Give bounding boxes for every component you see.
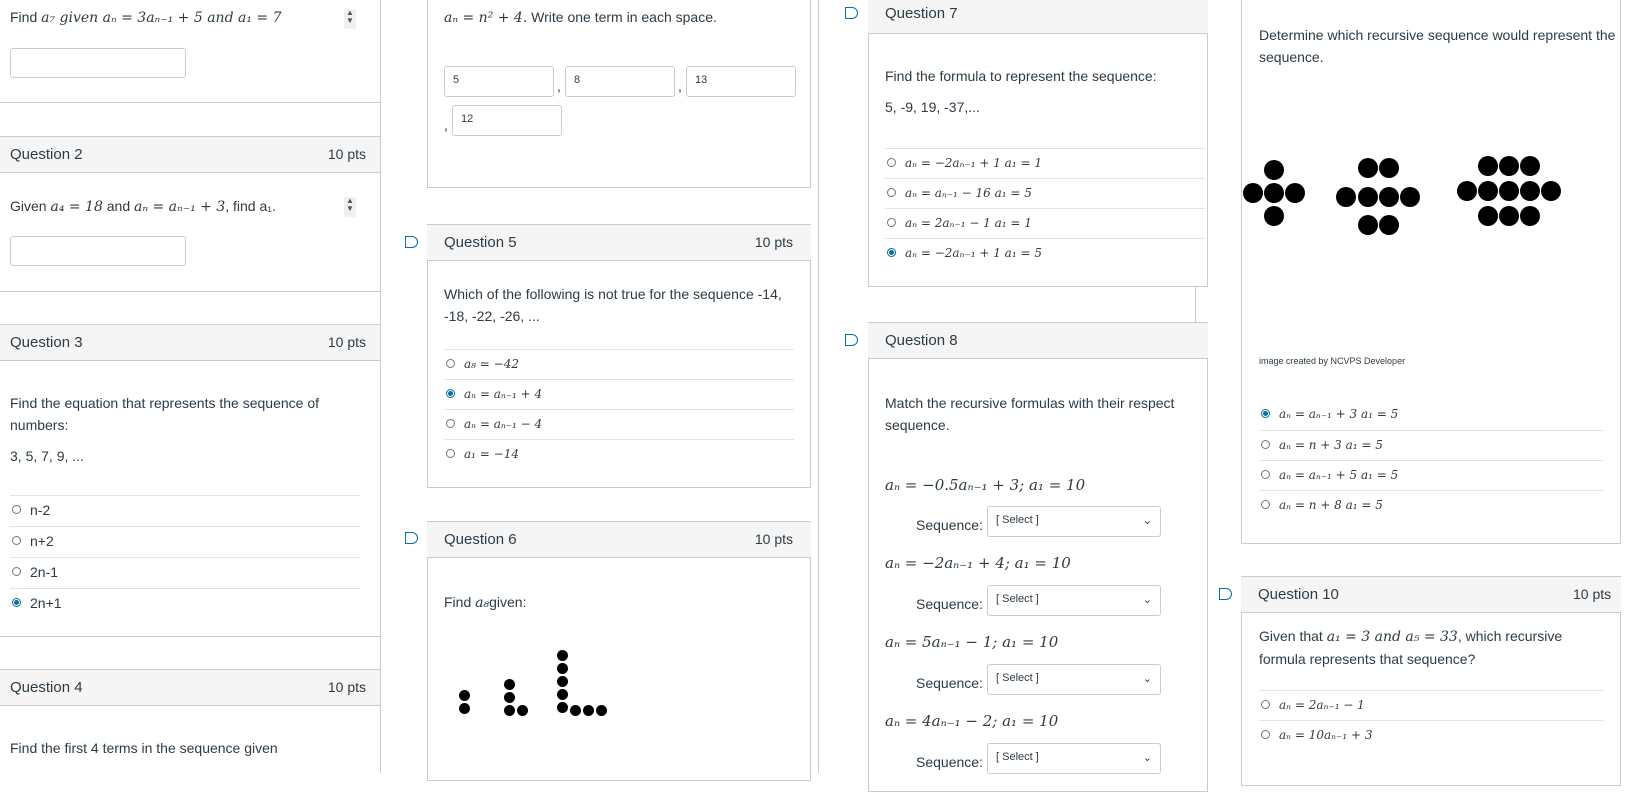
q3-option[interactable]: n+2 <box>10 526 360 556</box>
dot <box>1520 156 1540 176</box>
dot <box>1379 187 1399 207</box>
divider <box>0 291 380 292</box>
q3-title: Question 3 <box>10 334 83 351</box>
dot <box>570 705 581 716</box>
column-3 <box>819 0 1196 773</box>
dot <box>504 705 515 716</box>
q5-title: Question 5 <box>444 234 517 251</box>
radio-button-selected[interactable] <box>887 248 896 257</box>
dot <box>1457 181 1477 201</box>
q3-points: 10 pts <box>327 334 366 350</box>
dot <box>1478 181 1498 201</box>
q8-select-3[interactable]: [ Select ] ⌄ <box>987 664 1161 695</box>
bookmark-flag-icon[interactable] <box>405 236 418 248</box>
dot <box>1358 158 1378 178</box>
dot <box>459 690 470 701</box>
dot <box>1499 156 1519 176</box>
sequence-label: Sequence: <box>916 517 983 533</box>
dot <box>1358 215 1378 235</box>
chevron-down-icon: ⌄ <box>1142 752 1152 764</box>
q7-sequence: 5, -9, 19, -37,... <box>885 99 980 115</box>
q5-option[interactable]: aₙ = aₙ₋₁ − 4 <box>444 409 794 439</box>
stepper-arrows-icon[interactable]: ▲ ▼ <box>344 9 356 29</box>
q4-term-input-1[interactable]: 5 <box>444 66 554 97</box>
bookmark-flag-icon[interactable] <box>845 7 858 19</box>
q8-header <box>868 322 1208 359</box>
q7-option[interactable]: aₙ = −2aₙ₋₁ + 1 a₁ = 5 <box>885 238 1205 268</box>
dot <box>583 705 594 716</box>
dot <box>504 679 515 690</box>
radio-button[interactable] <box>1261 500 1270 509</box>
q4-formula: aₙ = n² + 4. Write one term in each space. <box>444 9 717 26</box>
divider <box>0 102 380 103</box>
separator: , <box>444 117 448 133</box>
q9-prompt: Determine which recursive sequence would represent the sequence. <box>1259 27 1616 65</box>
q1-answer-input[interactable] <box>10 48 186 78</box>
dot <box>1400 187 1420 207</box>
sequence-label: Sequence: <box>916 754 983 770</box>
dot <box>1499 181 1519 201</box>
dot <box>1379 158 1399 178</box>
q3-header <box>0 324 380 361</box>
q5-option[interactable]: a₁ = −14 <box>444 439 794 469</box>
divider <box>0 636 380 637</box>
q8-prompt: Match the recursive formulas with their respect sequence. <box>885 395 1175 433</box>
q7-option[interactable]: aₙ = aₙ₋₁ − 16 a₁ = 5 <box>885 178 1205 208</box>
dot <box>1285 183 1305 203</box>
radio-button-selected[interactable] <box>446 389 455 398</box>
radio-button[interactable] <box>1261 470 1270 479</box>
q3-option[interactable]: n-2 <box>10 495 360 525</box>
q8-select-2[interactable]: [ Select ] ⌄ <box>987 585 1161 616</box>
radio-button[interactable] <box>12 505 21 514</box>
dot <box>557 689 568 700</box>
q7-option[interactable]: aₙ = 2aₙ₋₁ − 1 a₁ = 1 <box>885 208 1205 238</box>
q7-header <box>868 0 1208 34</box>
q5-option[interactable]: aₙ = aₙ₋₁ + 4 <box>444 379 794 409</box>
q6-header <box>427 521 811 558</box>
radio-button[interactable] <box>887 188 896 197</box>
dot <box>1478 156 1498 176</box>
radio-button[interactable] <box>887 158 896 167</box>
dot <box>1520 206 1540 226</box>
q6-prompt: Find a₈given: <box>444 594 527 611</box>
dot <box>1379 215 1399 235</box>
q3-option[interactable]: 2n-1 <box>10 557 360 587</box>
bookmark-flag-icon[interactable] <box>845 334 858 346</box>
q4-term-input-2[interactable]: 8 <box>565 66 675 97</box>
q5-prompt: Which of the following is not true for the sequence -14, -18, -22, -26, ... <box>444 286 782 324</box>
q10-title: Question 10 <box>1258 586 1339 603</box>
dot <box>1336 187 1356 207</box>
q8-select-4[interactable]: [ Select ] ⌄ <box>987 743 1161 774</box>
dot <box>1243 183 1263 203</box>
dot <box>1478 206 1498 226</box>
dot <box>557 702 568 713</box>
stepper-arrows-icon[interactable]: ▲ ▼ <box>344 197 356 217</box>
radio-button[interactable] <box>1261 440 1270 449</box>
q4-points: 10 pts <box>327 679 366 695</box>
dot <box>459 703 470 714</box>
q4-header <box>0 669 380 706</box>
q10-prompt: Given that a₁ = 3 and a₅ = 33, which recursive formula represents that sequence? <box>1259 628 1563 667</box>
q9-option[interactable]: aₙ = aₙ₋₁ + 5 a₁ = 5 <box>1259 460 1604 490</box>
q7-option[interactable]: aₙ = −2aₙ₋₁ + 1 a₁ = 1 <box>885 148 1205 178</box>
q7-prompt: Find the formula to represent the sequence: <box>885 68 1157 84</box>
dot <box>596 705 607 716</box>
q6-box <box>427 521 811 781</box>
q2-answer-input[interactable] <box>10 236 186 266</box>
separator: , <box>678 78 682 94</box>
q7-title: Question 7 <box>885 5 958 22</box>
bookmark-flag-icon[interactable] <box>405 532 418 544</box>
q8-formula-2: aₙ = −2aₙ₋₁ + 4; a₁ = 10 <box>885 554 1071 572</box>
column-4 <box>1196 0 1616 773</box>
q9-option[interactable]: aₙ = aₙ₋₁ + 3 a₁ = 5 <box>1259 400 1604 430</box>
dot <box>557 676 568 687</box>
dot <box>1264 160 1284 180</box>
dot <box>1358 187 1378 207</box>
dot <box>504 692 515 703</box>
radio-button[interactable] <box>446 449 455 458</box>
dot <box>557 663 568 674</box>
separator: , <box>557 78 561 94</box>
q1-prompt: Find a₇ given aₙ = 3aₙ₋₁ + 5 and a₁ = 7 <box>10 9 282 26</box>
column-1 <box>0 0 381 773</box>
image-caption: image created by NCVPS Developer <box>1259 356 1406 366</box>
chevron-down-icon: ⌄ <box>1142 673 1152 685</box>
chevron-down-icon: ⌄ <box>1142 515 1152 527</box>
radio-button[interactable] <box>887 218 896 227</box>
dot <box>1264 206 1284 226</box>
radio-button[interactable] <box>1261 730 1270 739</box>
q6-title: Question 6 <box>444 531 517 548</box>
q10-option[interactable]: aₙ = 10aₙ₋₁ + 3 <box>1259 720 1604 750</box>
radio-button[interactable] <box>446 359 455 368</box>
q9-option[interactable]: aₙ = n + 3 a₁ = 5 <box>1259 430 1604 460</box>
q8-formula-1: aₙ = −0.5aₙ₋₁ + 3; a₁ = 10 <box>885 476 1086 494</box>
dot <box>1520 181 1540 201</box>
q3-sequence: 3, 5, 7, 9, ... <box>10 448 84 464</box>
q10-header <box>1241 576 1621 613</box>
q2-prompt: Given a₄ = 18 and aₙ = aₙ₋₁ + 3, find a₁. <box>10 198 276 215</box>
radio-button-selected[interactable] <box>1261 409 1270 418</box>
q2-title: Question 2 <box>10 146 83 163</box>
dot <box>557 650 568 661</box>
radio-button[interactable] <box>12 536 21 545</box>
q8-formula-4: aₙ = 4aₙ₋₁ − 2; a₁ = 10 <box>885 712 1059 730</box>
chevron-down-icon: ⌄ <box>1142 594 1152 606</box>
q3-option[interactable]: 2n+1 <box>10 588 360 618</box>
dot <box>1499 206 1519 226</box>
radio-button[interactable] <box>1261 700 1270 709</box>
q2-header <box>0 136 380 173</box>
sequence-label: Sequence: <box>916 596 983 612</box>
q4-term-input-4[interactable]: 12 <box>452 105 562 136</box>
bookmark-flag-icon[interactable] <box>1219 588 1232 600</box>
q9-option[interactable]: aₙ = n + 8 a₁ = 5 <box>1259 490 1604 520</box>
q4-term-input-3[interactable]: 13 <box>686 66 796 97</box>
q3-prompt: Find the equation that represents the sequence of numbers: <box>10 395 319 433</box>
dot <box>517 705 528 716</box>
radio-button[interactable] <box>446 419 455 428</box>
q10-option[interactable]: aₙ = 2aₙ₋₁ − 1 <box>1259 690 1604 720</box>
dot <box>1541 181 1561 201</box>
q8-select-1[interactable]: [ Select ] ⌄ <box>987 506 1161 537</box>
dot <box>1264 183 1284 203</box>
q4-title: Question 4 <box>10 679 83 696</box>
q8-title: Question 8 <box>885 332 958 349</box>
q2-points: 10 pts <box>327 146 366 162</box>
q5-header <box>427 224 811 261</box>
q10-points: 10 pts <box>1573 586 1612 602</box>
q5-option[interactable]: a₈ = −42 <box>444 349 794 379</box>
radio-button-selected[interactable] <box>12 598 21 607</box>
q5-points: 10 pts <box>754 234 793 250</box>
sequence-label: Sequence: <box>916 675 983 691</box>
q8-formula-3: aₙ = 5aₙ₋₁ − 1; a₁ = 10 <box>885 633 1059 651</box>
q4-prompt: Find the first 4 terms in the sequence given <box>10 740 278 756</box>
radio-button[interactable] <box>12 567 21 576</box>
column-2 <box>381 0 819 773</box>
q6-points: 10 pts <box>754 531 793 547</box>
